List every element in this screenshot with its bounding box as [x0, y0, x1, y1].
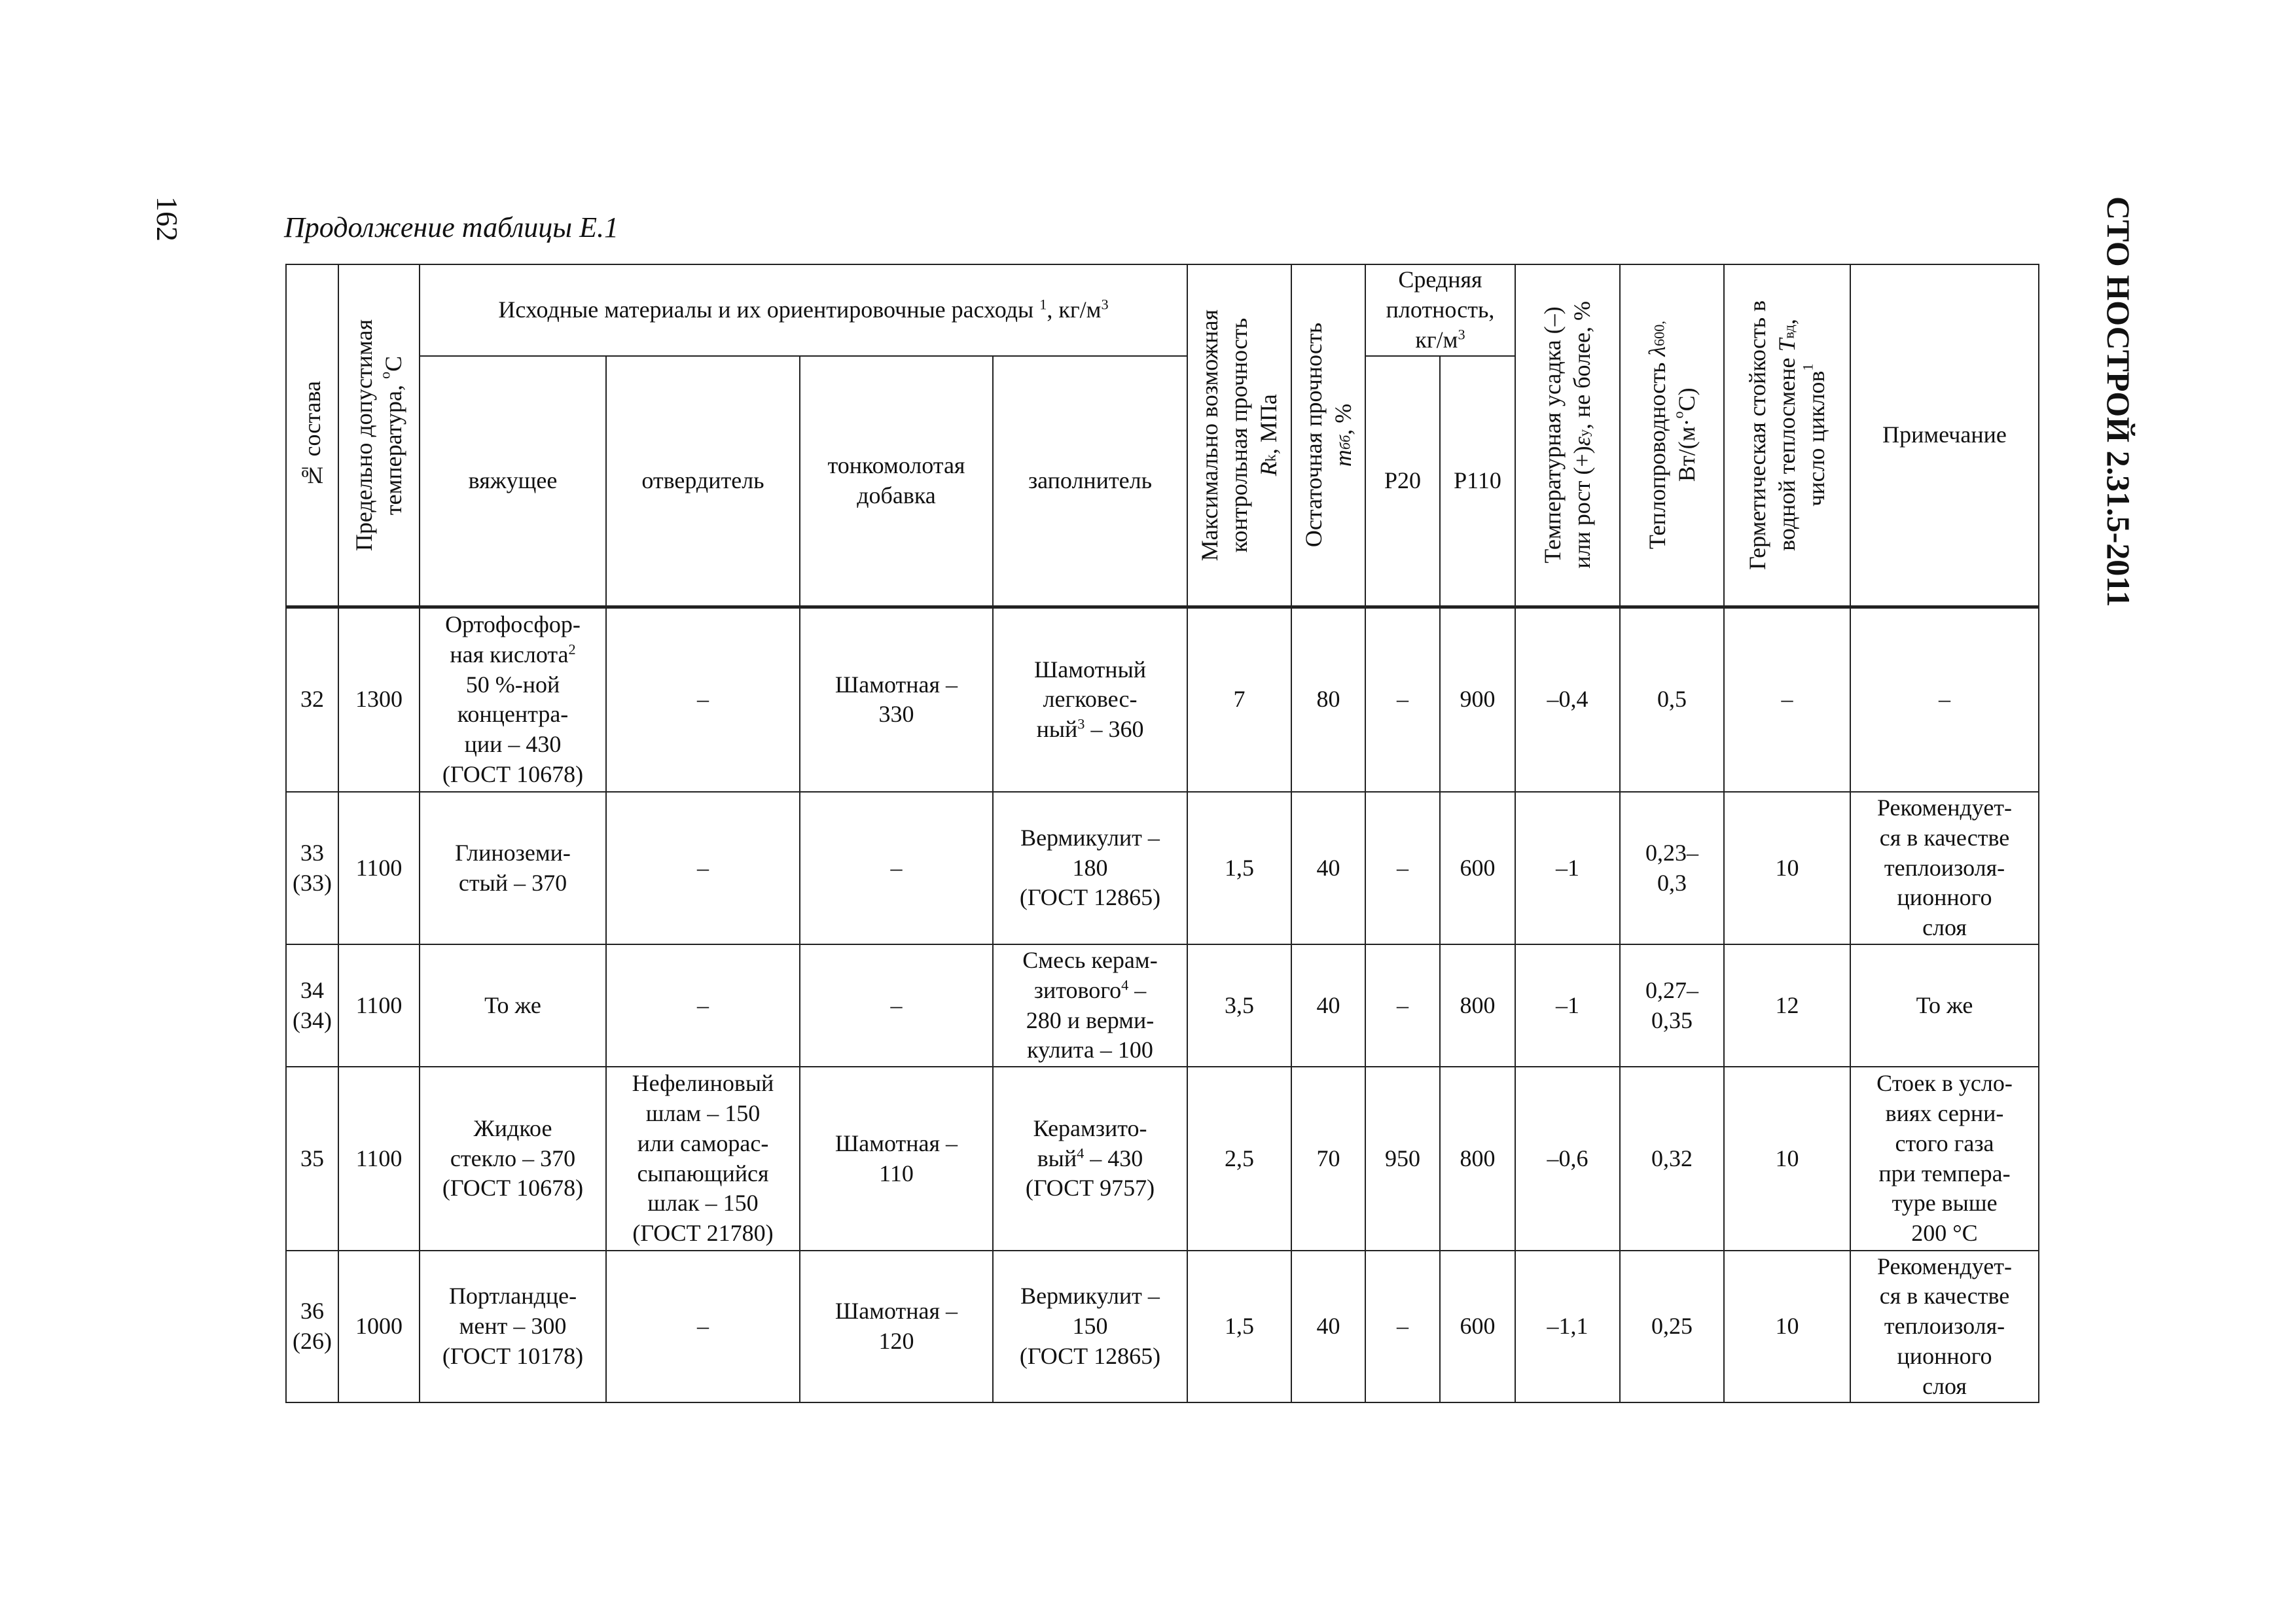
cell-hardener: –: [606, 792, 800, 944]
cell-filler: Вермикулит – 180 (ГОСТ 12865): [993, 792, 1187, 944]
header-hardener: отвердитель: [606, 356, 800, 607]
header-shrinkage: Температурная усадка (–) или рост $(+)\varepsilon_у$, не более, %: [1515, 264, 1620, 607]
header-p110: Р110: [1440, 356, 1515, 607]
cell-density-p20: –: [1365, 792, 1440, 944]
header-control-strength: Максимально возможная контрольная прочность $R_k$, МПа: [1187, 264, 1291, 607]
cell-thermal-conductivity: 0,32: [1620, 1067, 1724, 1251]
cell-density-p20: –: [1365, 1251, 1440, 1402]
cell-shrinkage: –1,1: [1515, 1251, 1620, 1402]
cell-tightness: 12: [1724, 944, 1850, 1067]
cell-note: То же: [1850, 944, 2039, 1067]
cell-shrinkage: –1: [1515, 944, 1620, 1067]
cell-binder: Ортофосфор- ная кислота$^2$ 50 %-ной концентра- ции – 430 (ГОСТ 10678): [420, 607, 606, 792]
cell-control-strength: 1,5: [1187, 1251, 1291, 1402]
cell-fine-additive: –: [800, 944, 993, 1067]
cell-residual-strength: 80: [1291, 607, 1365, 792]
cell-tightness: 10: [1724, 792, 1850, 944]
header-residual-strength: Остаточная прочность $m_{бб}$, %: [1291, 264, 1365, 607]
materials-table: [285, 264, 2039, 1403]
cell-density-p20: –: [1365, 944, 1440, 1067]
cell-max-temperature: 1000: [338, 1251, 420, 1402]
header-tightness: Герметическая стойкость в водной теплосмене $T_{вд}$, число циклов$^1$: [1724, 264, 1850, 607]
cell-composition-no: 36 (26): [286, 1251, 338, 1402]
header-fine-additive: тонкомолотая добавка: [800, 356, 993, 607]
table-caption: Продолжение таблицы Е.1: [284, 211, 619, 243]
table-row: [286, 792, 2039, 944]
cell-tightness: 10: [1724, 1251, 1850, 1402]
cell-composition-no: 33 (33): [286, 792, 338, 944]
cell-density-p110: 600: [1440, 792, 1515, 944]
cell-density-p20: 950: [1365, 1067, 1440, 1251]
cell-fine-additive: –: [800, 792, 993, 944]
header-composition-no: № состава: [286, 264, 338, 607]
cell-tightness: –: [1724, 607, 1850, 792]
table-row: [286, 944, 2039, 1067]
cell-hardener: –: [606, 607, 800, 792]
cell-residual-strength: 40: [1291, 944, 1365, 1067]
cell-max-temperature: 1300: [338, 607, 420, 792]
cell-max-temperature: 1100: [338, 792, 420, 944]
cell-density-p110: 600: [1440, 1251, 1515, 1402]
cell-note: –: [1850, 607, 2039, 792]
cell-filler: Смесь керам- зитового$^4$ – 280 и верми- кулита – 100: [993, 944, 1187, 1067]
cell-filler: Шамотный легковес- ный$^3$ – 360: [993, 607, 1187, 792]
cell-thermal-conductivity: 0,5: [1620, 607, 1724, 792]
cell-residual-strength: 40: [1291, 792, 1365, 944]
cell-hardener: Нефелиновый шлам – 150 или саморас- сыпающийся шлак – 150 (ГОСТ 21780): [606, 1067, 800, 1251]
header-density: Средняя плотность, $кг/м^3$: [1365, 264, 1515, 356]
header-thermal-conductivity: Теплопроводность $\lambda_{600,}$ Вт/(м·$^о$С): [1620, 264, 1724, 607]
cell-binder: Глиноземи- стый – 370: [420, 792, 606, 944]
cell-control-strength: 1,5: [1187, 792, 1291, 944]
cell-shrinkage: –0,4: [1515, 607, 1620, 792]
cell-control-strength: 3,5: [1187, 944, 1291, 1067]
page-number: 162: [151, 196, 184, 241]
cell-shrinkage: –0,6: [1515, 1067, 1620, 1251]
table-row: [286, 1067, 2039, 1251]
cell-hardener: –: [606, 944, 800, 1067]
table-row: [286, 607, 2039, 792]
header-p20: Р20: [1365, 356, 1440, 607]
cell-control-strength: 7: [1187, 607, 1291, 792]
cell-filler: Керамзито- вый$^4$ – 430 (ГОСТ 9757): [993, 1067, 1187, 1251]
cell-binder: То же: [420, 944, 606, 1067]
header-max-temperature: Предельно допустимая температура, $^о$С: [338, 264, 420, 607]
cell-composition-no: 32: [286, 607, 338, 792]
cell-residual-strength: 40: [1291, 1251, 1365, 1402]
cell-max-temperature: 1100: [338, 1067, 420, 1251]
cell-density-p110: 800: [1440, 944, 1515, 1067]
cell-filler: Вермикулит – 150 (ГОСТ 12865): [993, 1251, 1187, 1402]
cell-thermal-conductivity: 0,23– 0,3: [1620, 792, 1724, 944]
cell-max-temperature: 1100: [338, 944, 420, 1067]
standard-code: СТО НОСТРОЙ 2.31.5-2011: [2100, 196, 2137, 607]
cell-residual-strength: 70: [1291, 1067, 1365, 1251]
cell-fine-additive: Шамотная – 330: [800, 607, 993, 792]
header-note: Примечание: [1850, 264, 2039, 607]
cell-density-p110: 800: [1440, 1067, 1515, 1251]
table-row: [286, 1251, 2039, 1402]
cell-density-p20: –: [1365, 607, 1440, 792]
cell-thermal-conductivity: 0,25: [1620, 1251, 1724, 1402]
cell-composition-no: 34 (34): [286, 944, 338, 1067]
header-filler: заполнитель: [993, 356, 1187, 607]
cell-thermal-conductivity: 0,27– 0,35: [1620, 944, 1724, 1067]
header-binder: вяжущее: [420, 356, 606, 607]
cell-composition-no: 35: [286, 1067, 338, 1251]
cell-tightness: 10: [1724, 1067, 1850, 1251]
cell-control-strength: 2,5: [1187, 1067, 1291, 1251]
cell-note: Рекомендует- ся в качестве теплоизоля- ционного слоя: [1850, 792, 2039, 944]
cell-fine-additive: Шамотная – 120: [800, 1251, 993, 1402]
cell-hardener: –: [606, 1251, 800, 1402]
table-body: [286, 607, 2039, 1402]
cell-binder: Жидкое стекло – 370 (ГОСТ 10678): [420, 1067, 606, 1251]
cell-shrinkage: –1: [1515, 792, 1620, 944]
cell-note: Стоек в усло- виях серни- стого газа при темпера- туре выше 200 °С: [1850, 1067, 2039, 1251]
cell-binder: Портландце- мент – 300 (ГОСТ 10178): [420, 1251, 606, 1402]
cell-density-p110: 900: [1440, 607, 1515, 792]
cell-note: Рекомендует- ся в качестве теплоизоля- ционного слоя: [1850, 1251, 2039, 1402]
header-materials: Исходные материалы и их ориентировочные расходы $^1$, $кг/м^3$: [420, 264, 1187, 356]
cell-fine-additive: Шамотная – 110: [800, 1067, 993, 1251]
